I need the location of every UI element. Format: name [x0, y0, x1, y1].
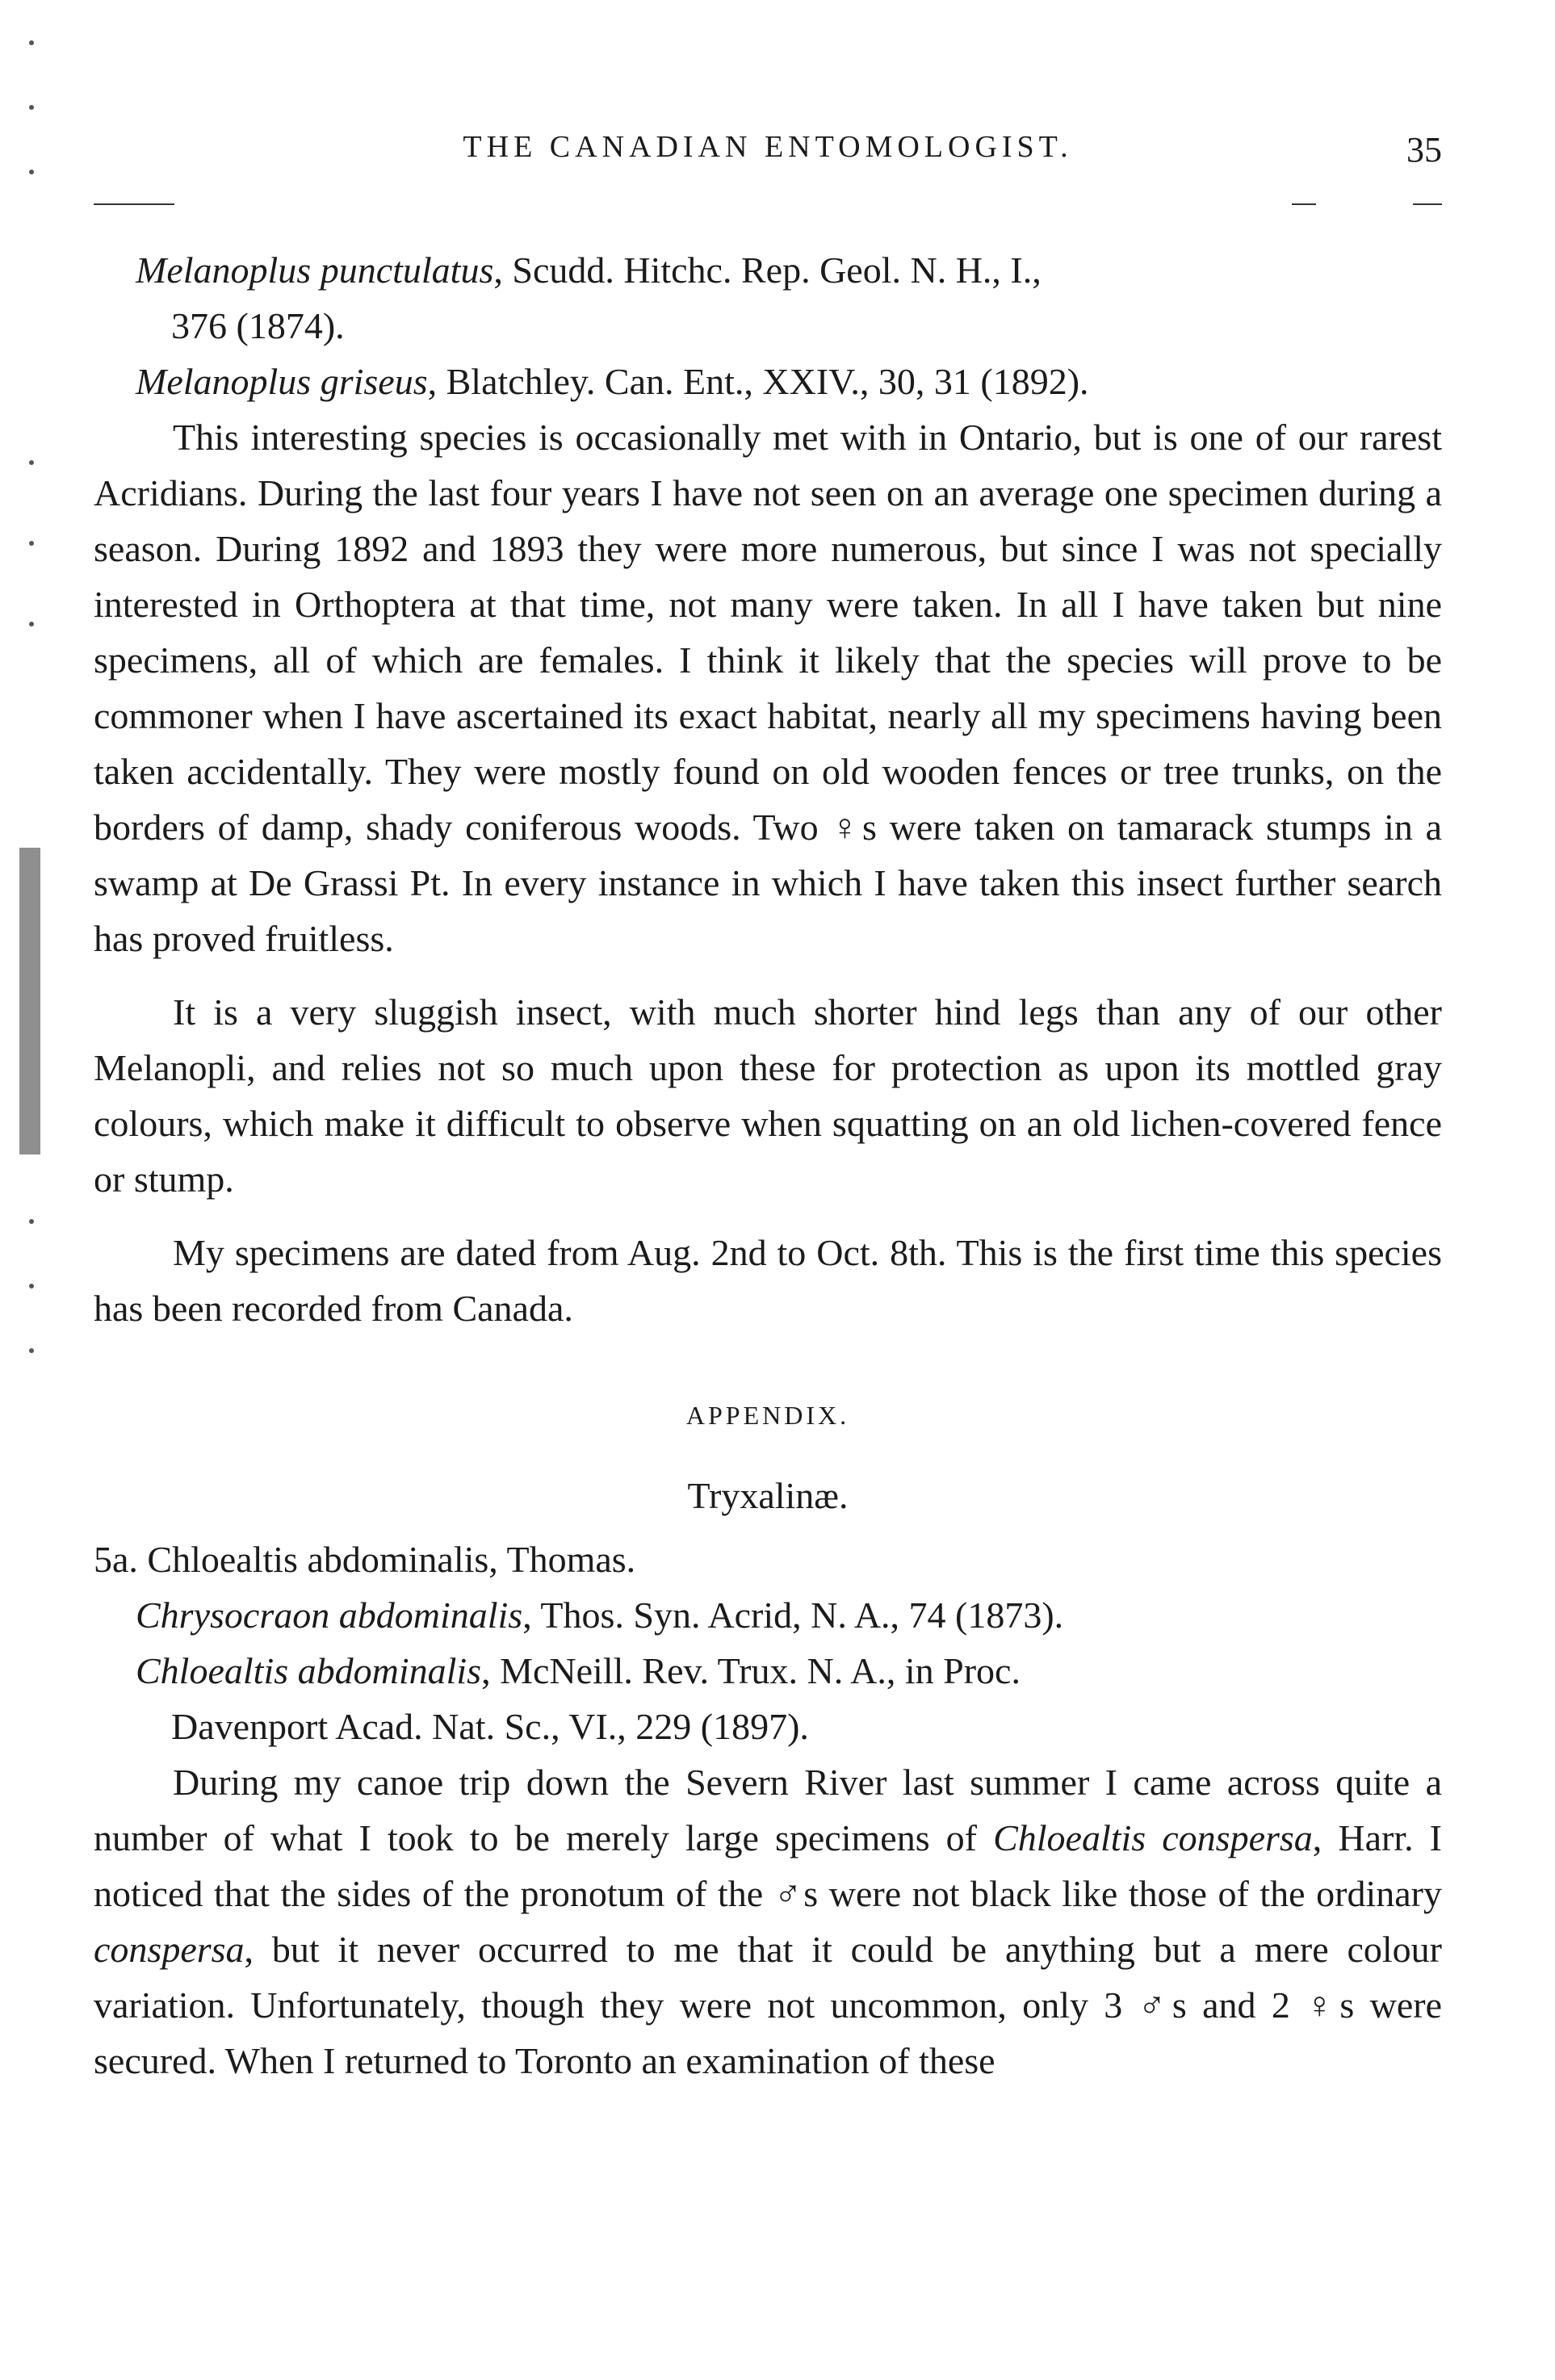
- synonym-entry: Melanoplus griseus, Blatchley. Can. Ent., XXIV., 30, 31 (1892).: [136, 361, 1089, 402]
- paragraph: During my canoe trip down the Severn River last summer I came across quite a number of what I took to be merely large specimens of Chloealtis conspersa, Harr. I noticed that the sides of the pronotum of the ♂s were not black like those of the ordinary conspersa, but it never occurred to me that it could be anything but a mere colour variation. Unfortunately, though they were not uncommon, only 3 ♂s and 2 ♀s were secured. When I returned to Toronto an examination of these: [94, 1762, 1442, 2081]
- running-title: THE CANADIAN ENTOMOLOGIST.: [463, 130, 1073, 164]
- paragraph: It is a very sluggish insect, with much shorter hind legs than any of our other Melanopli, and relies not so much upon these for protection as upon its mottled gray colours, which make it difficult to observe when squatting on an old lichen-covered fence or stump.: [94, 991, 1442, 1200]
- subfamily-heading: Tryxalinæ.: [687, 1475, 849, 1516]
- header-rule: [94, 203, 174, 205]
- synonymy-block: [94, 242, 1442, 409]
- header-rule: [1413, 203, 1442, 205]
- synonym-entry: Chrysocraon abdominalis, Thos. Syn. Acrid, N. A., 74 (1873).: [136, 1594, 1064, 1636]
- synonymy-block: [94, 1587, 1442, 1754]
- synonym-entry: Chloealtis abdominalis, McNeill. Rev. Trux. N. A., in Proc.: [136, 1650, 1021, 1691]
- appendix-heading: APPENDIX.: [685, 1401, 850, 1430]
- header-rule: [1292, 203, 1316, 205]
- synonym-entry-cont: Davenport Acad. Nat. Sc., VI., 229 (1897).: [171, 1706, 809, 1747]
- article-body: [94, 242, 1442, 2089]
- species-entry: 5a. Chloealtis abdominalis, Thomas.: [94, 1539, 636, 1580]
- paragraph: My specimens are dated from Aug. 2nd to Oct. 8th. This is the first time this species has been recorded from Canada.: [94, 1232, 1442, 1329]
- margin-scan-marks: [11, 8, 60, 1381]
- synonym-entry: Melanoplus punctulatus, Scudd. Hitchc. Rep. Geol. N. H., I.,: [136, 249, 1042, 291]
- paragraph: This interesting species is occasionally met with in Ontario, but is one of our rarest Acridians. During the last four years I have not seen on an average one specimen during a season. During 1892 and 1893 they were more numerous, but since I was not specially interested in Orthoptera at that time, not many were taken. In all I have taken but nine specimens, all of which are females. I think it likely that the species will prove to be commoner when I have ascertained its exact habitat, nearly all my specimens having been taken accidentally. They were mostly found on old wooden fences or tree trunks, on the borders of damp, shady coniferous woods. Two ♀s were taken on tamarack stumps in a swamp at De Grassi Pt. In every instance in which I have taken this insect further search has proved fruitless.: [94, 417, 1442, 959]
- synonym-entry-cont: 376 (1874).: [171, 305, 345, 346]
- running-header: [94, 129, 1442, 170]
- page-number: 35: [1406, 130, 1442, 170]
